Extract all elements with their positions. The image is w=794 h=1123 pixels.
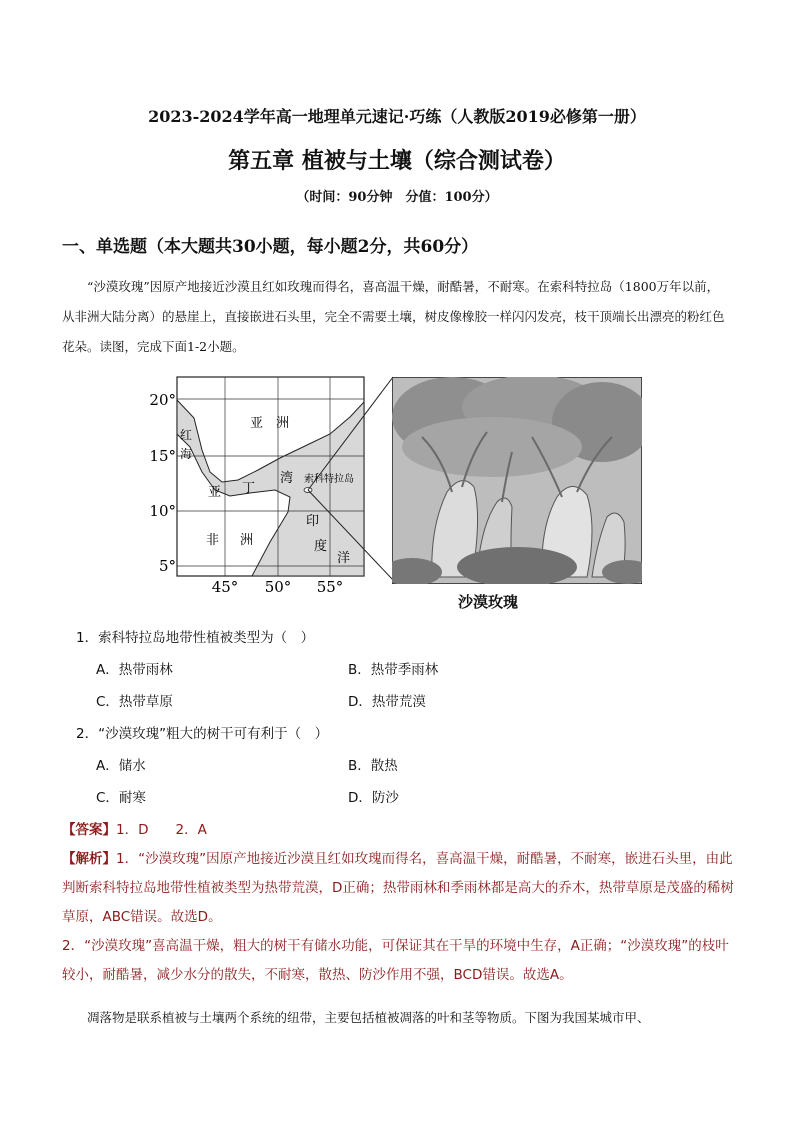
analysis-paragraph-2: 2．“沙漠玫瑰”喜高温干燥，粗大的树干有储水功能，可保证其在干旱的环境中生存，A正确；“沙漠玫瑰”的枝叶较小，耐酷暑，减少水分的散失，不耐寒，散热、防沙作用不强，BCD错误。故选A。 xyxy=(62,938,729,983)
lon-label: 45° xyxy=(211,578,239,594)
exam-meta: （时间：90分钟 分值：100分） xyxy=(296,190,498,205)
answer-line xyxy=(62,818,207,838)
map-label-indian-ocean: 度 xyxy=(314,539,328,554)
exam-subtitle: 2023-2024学年高一地理单元速记·巧练（人教版2019必修第一册） xyxy=(148,107,646,126)
map-label-red-sea: 海 xyxy=(180,447,193,461)
section-heading: 一、单选题（本大题共30小题，每小题2分，共60分） xyxy=(62,237,479,257)
answer-text: 1．D 2．A xyxy=(116,822,207,838)
lat-label: 15° xyxy=(149,447,176,465)
map-label-aden: 湾 xyxy=(280,471,294,486)
question-stem: 2．“沙漠玫瑰”粗大的树干可有利于（ ） xyxy=(76,726,329,742)
question-option: D．热带荒漠 xyxy=(348,694,426,710)
intro-paragraph: “沙漠玫瑰”因原产地接近沙漠且红如玫瑰而得名，喜高温干燥，耐酷暑，不耐寒。在索科特拉岛（1800万年以前，从非洲大陆分离）的悬崖上，直接嵌进石头里，完全不需要土壤，树皮像橡胶一样闪闪发亮，枝干顶端长出漂亮的粉红色花朵。读图，完成下面1-2小题。 xyxy=(62,279,725,354)
desert-rose-photo xyxy=(392,377,642,584)
lat-label: 5° xyxy=(158,557,176,575)
callout-lines xyxy=(300,375,396,585)
analysis-text-1: 1．“沙漠玫瑰”因原产地接近沙漠且红如玫瑰而得名，喜高温干燥，耐酷暑，不耐寒，嵌进石头里，由此判断索科特拉岛地带性植被类型为热带荒漠，D正确；热带雨林和季雨林都是高大的乔木，热带草原是茂盛的稀树草原，ABC错误。故选D。 xyxy=(62,851,734,925)
map-label-indian-ocean: 印 xyxy=(306,514,320,529)
question-option: A．储水 xyxy=(96,758,146,774)
question-option: A．热带雨林 xyxy=(96,662,173,678)
map-label-aden: 亚 xyxy=(208,485,222,500)
page-title: 第五章 植被与土壤（综合测试卷） xyxy=(228,149,566,174)
map-label-asia: 亚 洲 xyxy=(250,416,290,431)
map-label-aden: 丁 xyxy=(242,481,256,496)
analysis-paragraph-1 xyxy=(62,845,734,932)
map-label-socotra: 索科特拉岛 xyxy=(304,474,354,485)
answer-label: 【答案】 xyxy=(62,822,116,838)
question-option: C．耐寒 xyxy=(96,790,146,806)
photo-caption: 沙漠玫瑰 xyxy=(458,593,519,611)
lat-label: 10° xyxy=(149,502,176,520)
question-option: C．热带草原 xyxy=(96,694,173,710)
question-option: B．散热 xyxy=(348,758,398,774)
lon-label: 55° xyxy=(316,578,344,594)
map-label-indian-ocean: 洋 xyxy=(337,551,351,566)
question-stem: 1．索科特拉岛地带性植被类型为（ ） xyxy=(76,630,315,646)
lat-label: 20° xyxy=(149,391,176,409)
question-option: D．防沙 xyxy=(348,790,399,806)
map-label-africa: 非 xyxy=(206,533,220,548)
map-label-red-sea: 红 xyxy=(180,428,193,442)
analysis-block xyxy=(62,845,734,990)
lon-label: 50° xyxy=(264,578,292,594)
analysis-label: 【解析】 xyxy=(62,851,116,867)
next-intro-paragraph: 凋落物是联系植被与土壤两个系统的纽带，主要包括植被凋落的叶和茎等物质。下图为我国某城市甲、 xyxy=(87,1010,650,1025)
question-option: B．热带季雨林 xyxy=(348,662,439,678)
map-label-africa: 洲 xyxy=(240,533,254,548)
